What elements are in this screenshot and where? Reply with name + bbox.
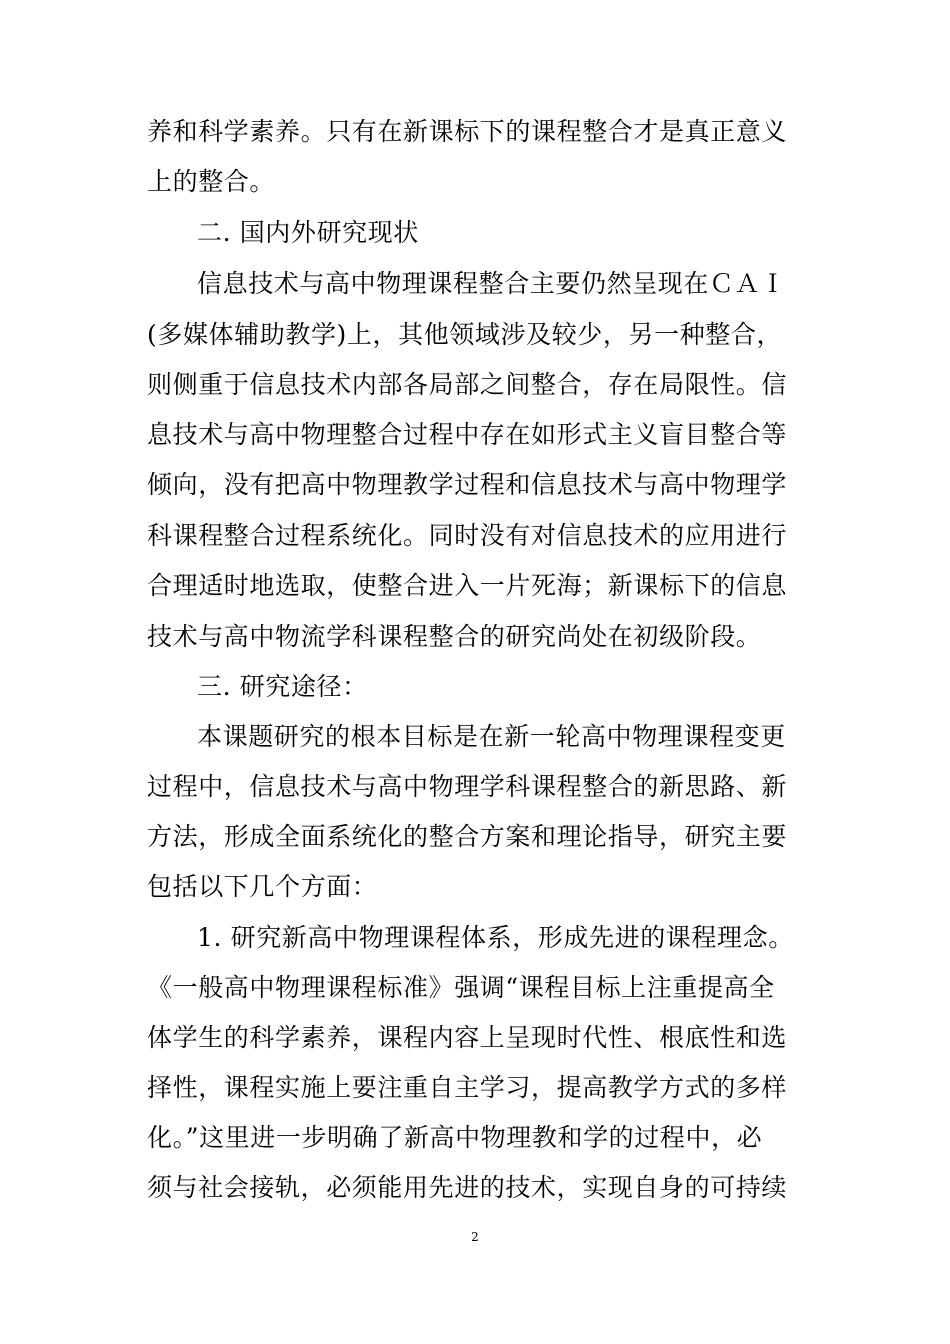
- text-line-16: 包括以下几个方面：: [147, 872, 378, 901]
- text-line-13: 本课题研究的根本目标是在新一轮高中物理课程变更: [197, 722, 786, 751]
- text-line-9: 科课程整合过程系统化。同时没有对信息技术的应用进行: [147, 521, 788, 550]
- page-number: 2: [471, 1230, 479, 1244]
- text-line-21: 化。”这里进一步明确了新高中物理教和学的过程中，必: [147, 1123, 763, 1152]
- text-line-4: 信息技术与高中物理课程整合主要仍然呈现在ＣＡＩ: [197, 269, 786, 298]
- text-line-19: 体学生的科学素养，课程内容上呈现时代性、根底性和选: [147, 1023, 788, 1052]
- section-heading-2: 二. 国内外研究现状: [197, 218, 419, 247]
- text-line-5: (多媒体辅助教学)上，其他领域涉及较少，另一种整合，: [147, 320, 783, 349]
- text-line-7: 息技术与高中物理整合过程中存在如形式主义盲目整合等: [147, 420, 788, 449]
- text-line-20: 择性，课程实施上要注重自主学习，提高教学方式的多样: [147, 1073, 788, 1102]
- text-line-18: 《一般高中物理课程标准》强调“课程目标上注重提高全: [147, 973, 775, 1002]
- text-line-14: 过程中，信息技术与高中物理学科课程整合的新思路、新: [147, 772, 788, 801]
- text-line-10: 合理适时地选取，使整合进入一片死海；新课标下的信息: [147, 571, 788, 600]
- text-line-15: 方法，形成全面系统化的整合方案和理论指导，研究主要: [147, 822, 788, 851]
- text-line-6: 则侧重于信息技术内部各局部之间整合，存在局限性。信: [147, 370, 788, 399]
- text-line-2: 上的整合。: [147, 167, 276, 196]
- list-item-1: 1. 研究新高中物理课程体系，形成先进的课程理念。: [197, 923, 794, 952]
- text-line-8: 倾向，没有把高中物理教学过程和信息技术与高中物理学: [147, 470, 788, 499]
- text-line-22: 须与社会接轨，必须能用先进的技术，实现自身的可持续: [147, 1173, 788, 1202]
- text-line-1: 养和科学素养。只有在新课标下的课程整合才是真正意义: [147, 117, 788, 146]
- text-line-11: 技术与高中物流学科课程整合的研究尚处在初级阶段。: [147, 622, 762, 651]
- section-heading-3: 三. 研究途径：: [197, 672, 368, 701]
